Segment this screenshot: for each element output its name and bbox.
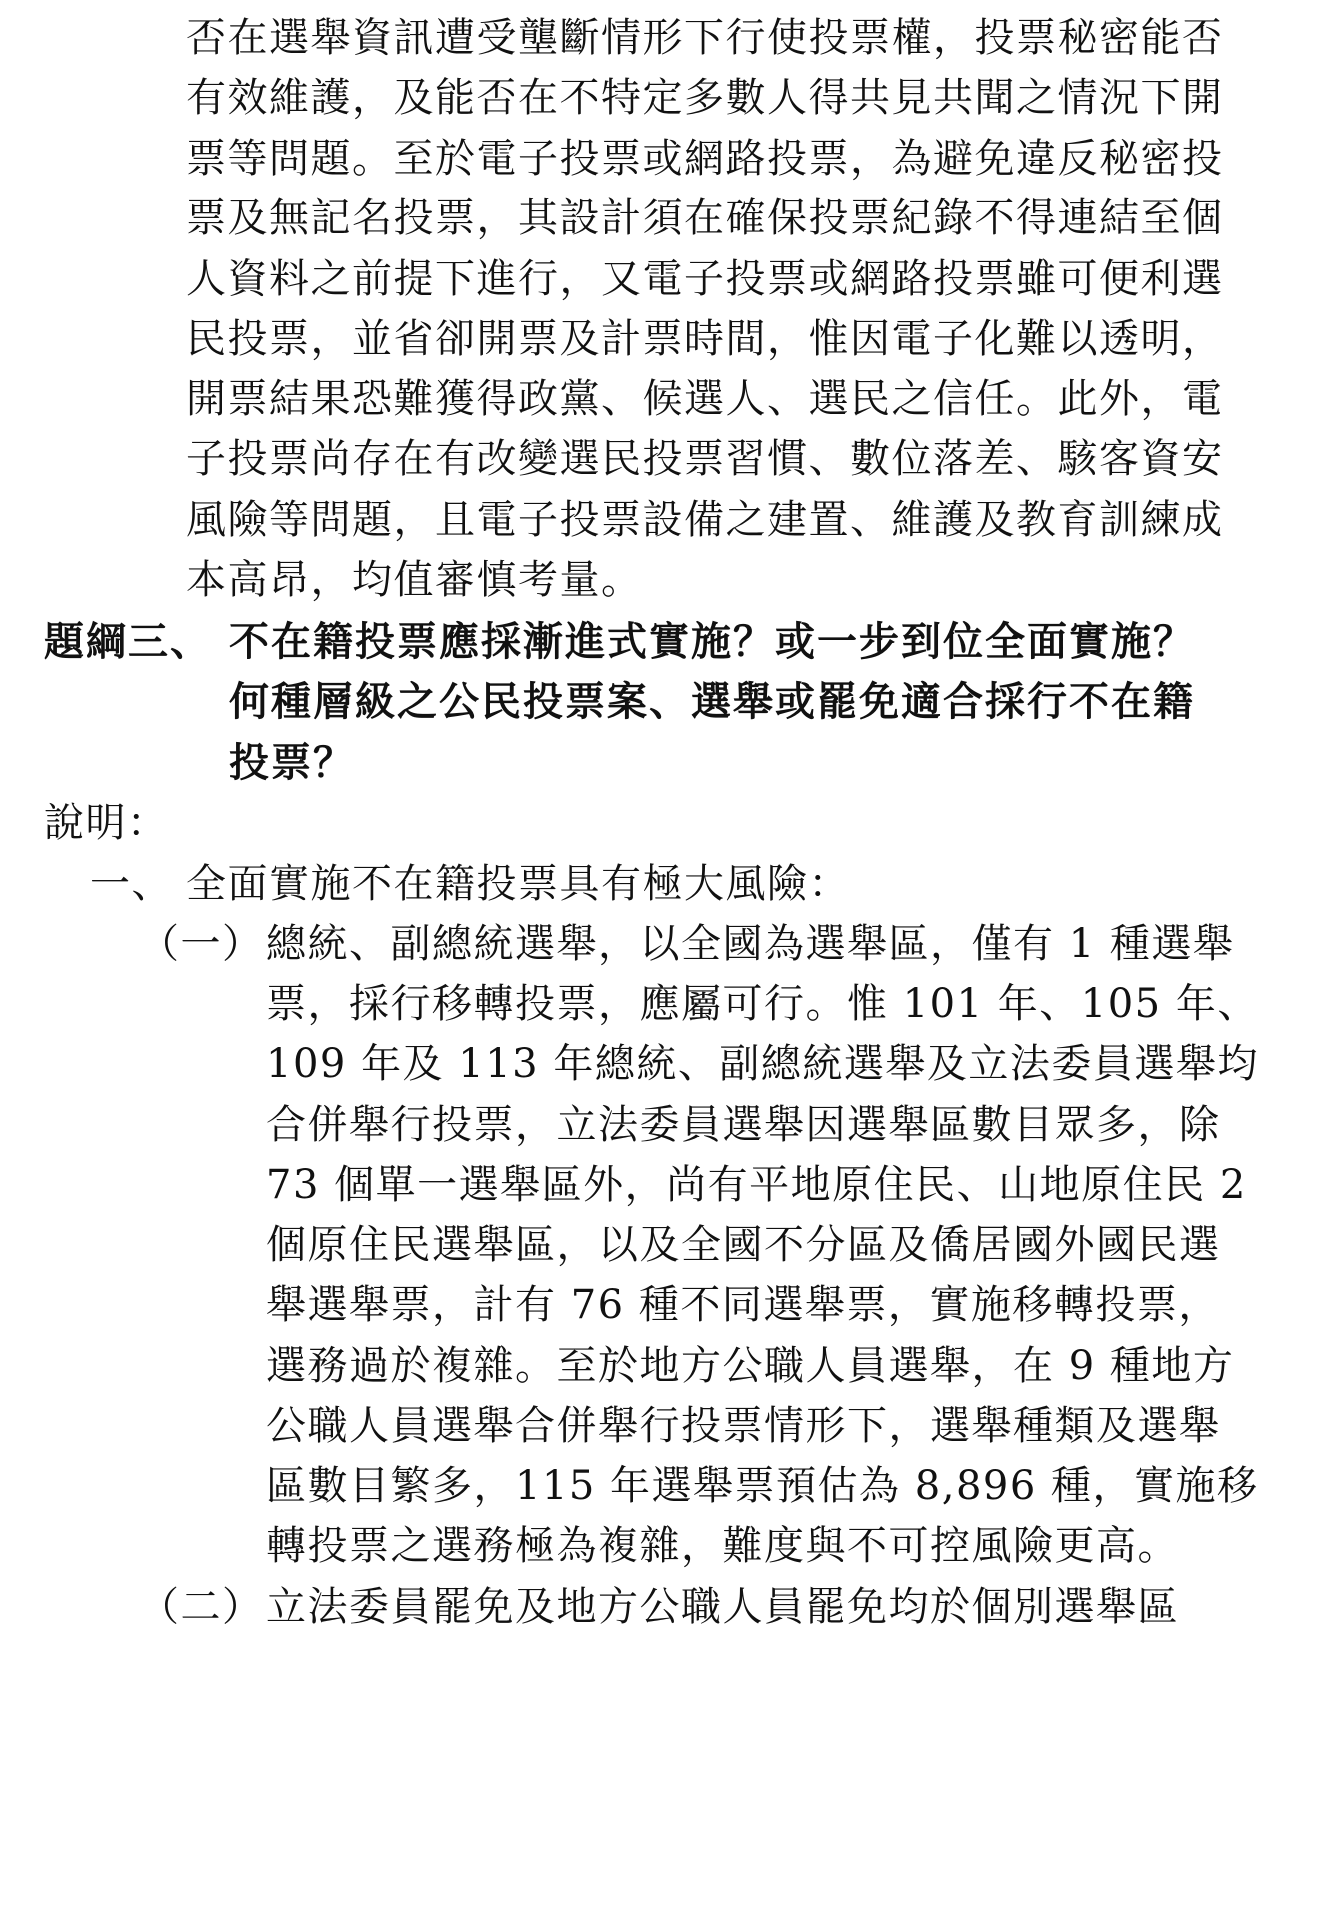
- subitem-marker: （二）: [139, 1584, 264, 1630]
- subitem-line: 票，採行移轉投票，應屬可行。惟 101 年、105 年、: [266, 981, 1259, 1027]
- paragraph-line: 有效維護，及能否在不特定多數人得共見共聞之情況下開: [186, 75, 1224, 121]
- subitem-line: 公職人員選舉合併舉行投票情形下，選舉種類及選舉: [266, 1403, 1221, 1449]
- subitem-line: 個原住民選舉區，以及全國不分區及僑居國外國民選: [266, 1222, 1221, 1268]
- topic-line: 不在籍投票應採漸進式實施？或一步到位全面實施？: [229, 619, 1195, 665]
- paragraph-line: 人資料之前提下進行，又電子投票或網路投票雖可便利選: [186, 256, 1224, 302]
- paragraph-line: 民投票，並省卻開票及計票時間，惟因電子化難以透明，: [186, 316, 1224, 362]
- subitem-line: 選務過於複雜。至於地方公職人員選舉，在 9 種地方: [266, 1343, 1235, 1389]
- paragraph-line: 票及無記名投票，其設計須在確保投票紀錄不得連結至個: [186, 195, 1224, 241]
- topic-line: 何種層級之公民投票案、選舉或罷免適合採行不在籍: [229, 679, 1195, 725]
- item-marker: 一、: [90, 861, 173, 907]
- paragraph-line: 否在選舉資訊遭受壟斷情形下行使投票權，投票秘密能否: [186, 15, 1224, 61]
- subitem-line: 轉投票之選務極為複雜，難度與不可控風險更高。: [266, 1523, 1179, 1569]
- topic-label: 題綱三、: [44, 619, 212, 665]
- subitem-marker: （一）: [139, 921, 264, 967]
- subitem-line: 舉選舉票，計有 76 種不同選舉票，實施移轉投票，: [266, 1282, 1220, 1328]
- paragraph-line: 開票結果恐難獲得政黨、候選人、選民之信任。此外，電: [186, 376, 1224, 422]
- subitem-line: 總統、副總統選舉，以全國為選舉區，僅有 1 種選舉: [266, 921, 1235, 967]
- explanation-label: 說明：: [44, 800, 169, 846]
- subitem-line: 區數目繁多，115 年選舉票預估為 8,896 種，實施移: [266, 1463, 1259, 1509]
- subitem-line: 109 年及 113 年總統、副總統選舉及立法委員選舉均: [266, 1041, 1259, 1087]
- subitem-line: 73 個單一選舉區外，尚有平地原住民、山地原住民 2: [266, 1162, 1247, 1208]
- subitem-line: 立法委員罷免及地方公職人員罷免均於個別選舉區: [266, 1584, 1179, 1630]
- subitem-line: 合併舉行投票，立法委員選舉因選舉區數目眾多，除: [266, 1102, 1221, 1148]
- paragraph-line: 票等問題。至於電子投票或網路投票，為避免違反秘密投: [186, 136, 1224, 182]
- topic-line: 投票？: [229, 740, 355, 786]
- item-text: 全面實施不在籍投票具有極大風險：: [186, 861, 850, 907]
- paragraph-line: 風險等問題，且電子投票設備之建置、維護及教育訓練成: [186, 497, 1224, 543]
- paragraph-line: 子投票尚存在有改變選民投票習慣、數位落差、駭客資安: [186, 436, 1224, 482]
- paragraph-line: 本高昂，均值審慎考量。: [186, 557, 643, 603]
